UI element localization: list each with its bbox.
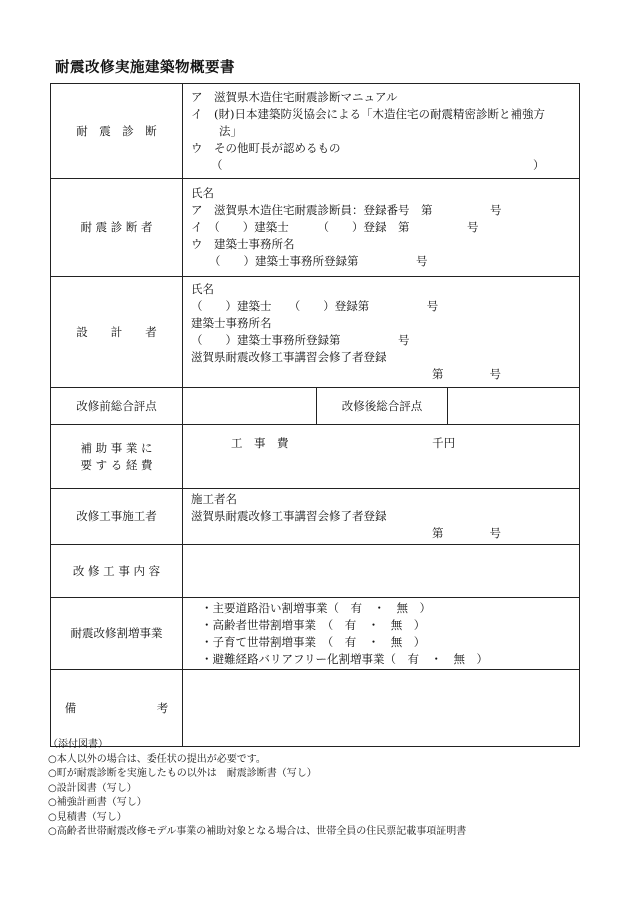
contractor-name: 施工者名 xyxy=(191,492,237,506)
notes-item: ○高齢者世帯耐震改修モデル事業の補助対象となる場合は、世帯全員の住民票記載事項証明書 xyxy=(48,826,467,837)
extra-project-item[interactable]: ・高齢者世帯割増事業 （ 有 ・ 無 ） xyxy=(201,617,426,632)
notes-item: ○見積書（写し） xyxy=(48,811,127,823)
row-work-content xyxy=(51,545,580,598)
label-expense xyxy=(51,425,183,489)
label-diagnostician: 耐 震 診 断 者 xyxy=(51,179,183,277)
diagnosis-option-b: イ (財)日本建築防災協会による「木造住宅の耐震精密診断と補強方 xyxy=(191,106,545,121)
designer-office-name: 建築士事務所名 xyxy=(191,316,272,330)
row-extra-projects xyxy=(51,598,580,670)
notes-item: ○設計図書（写し） xyxy=(48,782,137,794)
value-contractor[interactable] xyxy=(183,489,580,545)
notes-item: ○町が耐震診断を実施したもの以外は 耐震診断書（写し） xyxy=(48,768,317,779)
row-expense xyxy=(51,425,580,489)
row-seismic-diagnosis xyxy=(51,84,580,179)
notes-heading: （添付図書） xyxy=(48,739,108,750)
label-designer: 設 計 者 xyxy=(51,277,183,388)
input-score-after[interactable] xyxy=(448,388,580,425)
cost-unit: 千円 xyxy=(432,436,456,450)
notes-item: ○本人以外の場合は、委任状の提出が必要です。 xyxy=(48,753,266,765)
diagnosis-option-c-blank: （ ） xyxy=(211,157,545,172)
designer-license: （ ）建築士 （ ）登録第 号 xyxy=(191,299,439,313)
diagnostician-option-b: イ （ ）建築士 （ ）登録 第 号 xyxy=(191,220,479,234)
value-extra-projects[interactable] xyxy=(183,598,580,670)
extra-project-item[interactable]: ・避難経路バリアフリー化割増事業（ 有 ・ 無 ） xyxy=(201,651,489,666)
label-expense-line2: 要 す る 経 費 xyxy=(80,457,153,472)
input-score-before[interactable] xyxy=(183,388,317,425)
diagnostician-name: 氏名 xyxy=(191,186,214,200)
label-seismic-diagnosis: 耐 震 診 断 xyxy=(51,84,183,179)
designer-office-registration: （ ）建築士事務所登録第 号 xyxy=(191,333,410,347)
form-title: 耐震改修実施建築物概要書 xyxy=(55,59,235,76)
contractor-course-number: 第 号 xyxy=(432,526,502,540)
label-score-before: 改修前総合評点 xyxy=(51,388,183,425)
label-score-after: 改修後総合評点 xyxy=(317,388,448,425)
extra-project-item[interactable]: ・主要道路沿い割増事業（ 有 ・ 無 ） xyxy=(201,600,431,615)
value-diagnostician[interactable] xyxy=(183,179,580,277)
designer-name: 氏名 xyxy=(191,282,214,296)
value-designer[interactable] xyxy=(183,277,580,388)
attachments-notes xyxy=(48,738,466,840)
row-diagnostician xyxy=(51,179,580,277)
construction-cost-label: 工 事 費 xyxy=(231,436,289,450)
value-expense[interactable] xyxy=(183,425,580,489)
notes-item: ○補強計画書（写し） xyxy=(48,797,147,808)
label-work-content: 改 修 工 事 内 容 xyxy=(51,545,183,598)
input-work-content[interactable] xyxy=(183,545,580,598)
diagnosis-option-a: ア 滋賀県木造住宅耐震診断マニュアル xyxy=(191,89,398,104)
label-expense-line1: 補 助 事 業 に xyxy=(80,440,153,455)
diagnostician-option-c: ウ 建築士事務所名 xyxy=(191,237,295,251)
designer-course-registration: 滋賀県耐震改修工事講習会修了者登録 xyxy=(191,350,387,364)
label-remarks: 備 考 xyxy=(51,670,183,747)
diagnostician-option-a: ア 滋賀県木造住宅耐震診断員：登録番号 第 号 xyxy=(191,203,502,217)
diagnostician-office-registration: （ ）建築士事務所登録第 号 xyxy=(209,254,428,268)
row-scores xyxy=(51,388,580,425)
extra-project-item[interactable]: ・子育て世帯割増事業 （ 有 ・ 無 ） xyxy=(201,634,426,649)
input-remarks[interactable] xyxy=(183,670,580,747)
overview-form-table xyxy=(50,83,580,747)
contractor-course-registration: 滋賀県耐震改修工事講習会修了者登録 xyxy=(191,509,387,523)
label-extra-projects: 耐震改修割増事業 xyxy=(51,598,183,670)
value-seismic-diagnosis[interactable] xyxy=(183,84,580,179)
diagnosis-option-c: ウ その他町長が認めるもの xyxy=(191,140,341,155)
designer-course-number: 第 号 xyxy=(432,367,502,381)
diagnosis-option-b-cont: 法」 xyxy=(219,123,242,138)
row-contractor xyxy=(51,489,580,545)
label-contractor: 改修工事施工者 xyxy=(51,489,183,545)
row-remarks xyxy=(51,670,580,747)
row-designer xyxy=(51,277,580,388)
